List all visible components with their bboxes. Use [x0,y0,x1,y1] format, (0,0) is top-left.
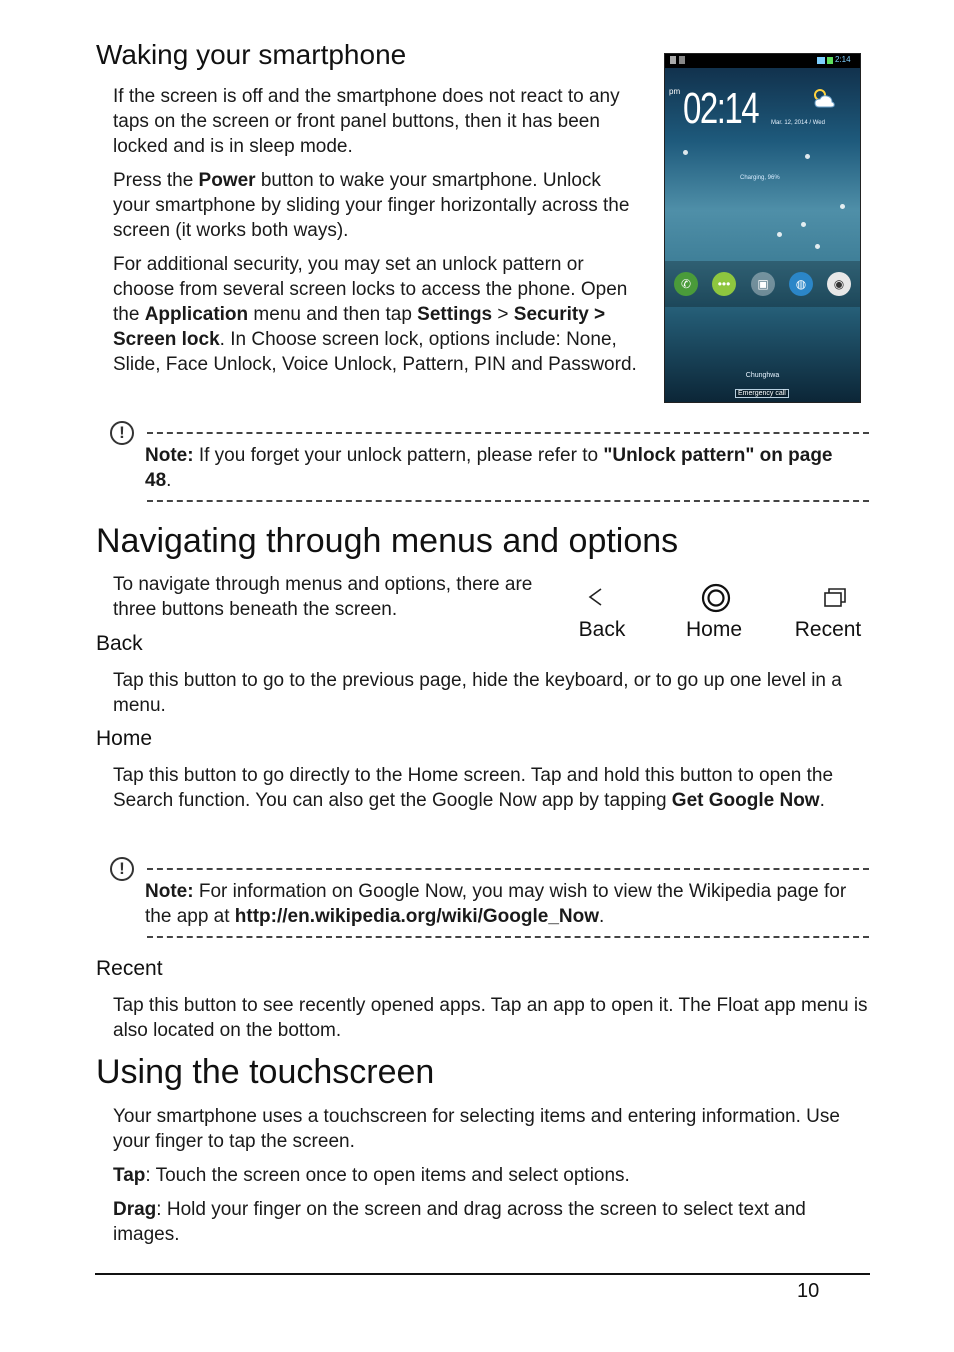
ampm-label: pm [669,87,681,96]
note-exclamation-icon: ! [110,421,134,445]
section-heading-waking: Waking your smartphone [96,39,407,70]
back-description: Tap this button to go to the previous page, hide the keyboard, or to go up one level in a menu. [113,670,842,716]
page-number: 10 [797,1280,820,1302]
notification-icon [670,56,676,64]
section-heading-touchscreen: Using the touchscreen [96,1053,435,1091]
note-divider-bottom [147,500,869,502]
home-description: Tap this button to go directly to the Home screen. Tap and hold this button to open the Search function. You can also get the Google Now app by tapping Get Google Now. [113,765,834,811]
recent-apps-icon [823,587,847,609]
touchscreen-intro: Your smartphone uses a touchscreen for selecting items and entering information. Use your finger to tap the screen. [113,1106,840,1152]
note-divider-top [147,432,869,434]
water-drop [805,154,810,159]
waking-paragraph-2: Press the Power button to wake your smartphone. Unlock your smartphone by sliding your finger horizontally across the screen (it works both ways). [113,170,630,241]
note-exclamation-icon: ! [110,857,134,881]
messaging-icon[interactable]: ••• [712,272,736,296]
water-drop [815,244,820,249]
lockscreen-clock: 02:14 [683,84,759,133]
lockscreen-date: Mar. 12, 2014 / Wed [771,120,825,126]
waking-paragraph-1: If the screen is off and the smartphone does not react to any taps on the screen or front panel buttons, then it has been locked and is in sleep mode. [113,86,620,157]
section-heading-navigating: Navigating through menus and options [96,522,679,560]
home-icon [701,583,731,613]
carrier-label: Chunghwa [745,372,780,379]
drag-description: Drag: Hold your finger on the screen and drag across the screen to select text and images. [113,1199,806,1245]
signal-icon [817,57,825,64]
battery-icon [827,57,833,64]
notification-icon [679,56,685,64]
subheading-recent: Recent [96,957,163,980]
tap-description: Tap: Touch the screen once to open items and select options. [113,1165,630,1186]
note-divider-bottom [147,936,869,938]
back-icon [586,586,606,608]
note-unlock-pattern: Note: If you forget your unlock pattern, please refer to "Unlock pattern" on page 48. [145,445,833,491]
water-drop [801,222,806,227]
water-drop [840,204,845,209]
recent-description: Tap this button to see recently opened apps. Tap an app to open it. The Float app menu is also located on the bottom. [113,995,868,1041]
recent-button-label: Recent [794,618,862,641]
lock-icon[interactable]: ▣ [751,272,775,296]
navigating-intro: To navigate through menus and options, there are three buttons beneath the screen. [113,574,533,620]
subheading-back: Back [96,632,143,655]
water-drop [683,150,688,155]
phone-status-bar [665,54,860,68]
weather-icon [811,87,837,109]
water-drop [777,232,782,237]
lockscreen-screenshot [664,53,861,403]
waking-paragraph-3: For additional security, you may set an unlock pattern or choose from several screen locks to access the phone. Open the Application menu and then tap Settings > Security > Screen lock. In Choose screen lock, options include: None, Slide, Face Unlock, Voice Unlock, Pattern, PIN and Password. [113,254,637,375]
phone-icon[interactable]: ✆ [674,272,698,296]
home-button-label: Home [685,618,743,641]
note-divider-top [147,868,869,870]
back-button-label: Back [578,618,626,641]
footer-rule [95,1273,870,1275]
note-google-now: Note: For information on Google Now, you may wish to view the Wikipedia page for the app at http://en.wikipedia.org/wiki/Google_Now. [145,881,847,927]
browser-icon[interactable]: ◍ [789,272,813,296]
charging-status: Charging, 96% [740,175,780,181]
camera-icon[interactable]: ◉ [827,272,851,296]
emergency-call-button[interactable]: Emergency call [735,389,789,398]
subheading-home: Home [96,727,153,750]
status-time: 2:14 [835,55,851,64]
